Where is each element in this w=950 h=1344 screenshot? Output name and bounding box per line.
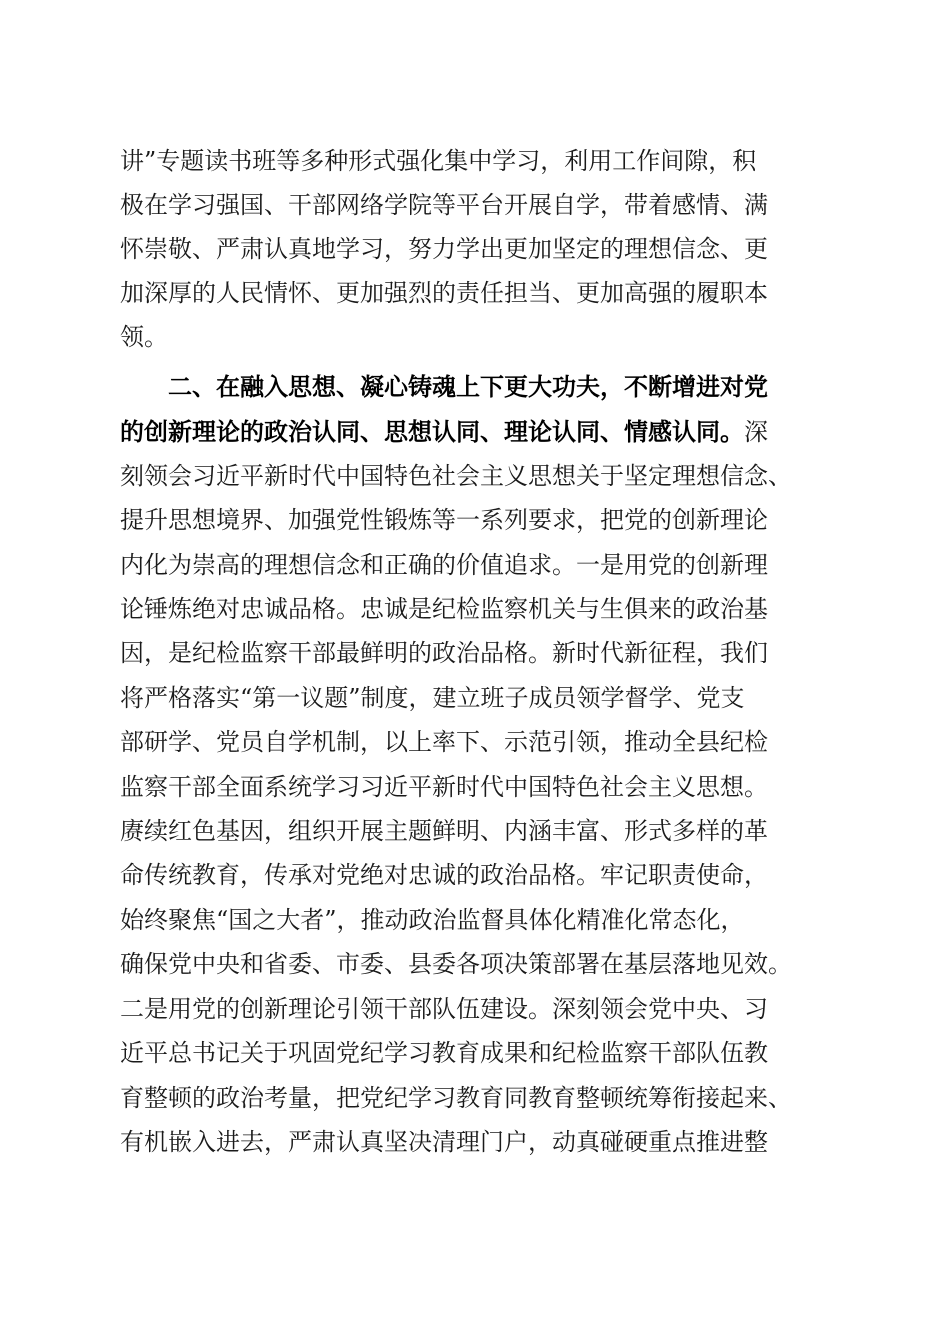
- paragraph-2-line-15: 二是用党的创新理论引领干部队伍建设。深刻领会党中央、习: [120, 995, 768, 1023]
- paragraph-2-line-4: 提升思想境界、加强党性锻炼等一系列要求，把党的创新理论: [120, 506, 768, 534]
- paragraph-2-line-10: 监察干部全面系统学习习近平新时代中国特色社会主义思想。: [120, 773, 768, 801]
- paragraph-2-line-11: 赓续红色基因，组织开展主题鲜明、内涵丰富、形式多样的革: [120, 817, 768, 845]
- paragraph-2-line-5: 内化为崇高的理想信念和正确的价值追求。一是用党的创新理: [120, 551, 768, 579]
- paragraph-1-line-3: 怀崇敬、严肃认真地学习，努力学出更加坚定的理想信念、更: [120, 235, 768, 263]
- paragraph-2-line-6: 论锤炼绝对忠诚品格。忠诚是纪检监察机关与生俱来的政治基: [120, 595, 768, 623]
- paragraph-1-line-1: 讲”专题读书班等多种形式强化集中学习，利用工作间隙，积: [120, 147, 757, 175]
- paragraph-1-line-2: 极在学习强国、干部网络学院等平台开展自学，带着感情、满: [120, 191, 768, 219]
- paragraph-2-line-13: 始终聚焦“国之大者”，推动政治监督具体化精准化常态化，: [120, 906, 745, 934]
- paragraph-2-line-16: 近平总书记关于巩固党纪学习教育成果和纪检监察干部队伍教: [120, 1039, 768, 1067]
- section-heading-line-2-text: 的创新理论的政治认同、思想认同、理论认同、情感认同。: [120, 418, 744, 446]
- paragraph-2-line-9: 部研学、党员自学机制，以上率下、示范引领，推动全县纪检: [120, 728, 768, 756]
- paragraph-2-line-7: 因，是纪检监察干部最鲜明的政治品格。新时代新征程，我们: [120, 639, 768, 667]
- paragraph-2-line-18: 有机嵌入进去，严肃认真坚决清理门户，动真碰硬重点推进整: [120, 1128, 768, 1156]
- paragraph-2-line-2-tail: 深: [744, 418, 768, 446]
- paragraph-2-line-3: 刻领会习近平新时代中国特色社会主义思想关于坚定理想信念、: [120, 462, 792, 490]
- paragraph-2-line-14: 确保党中央和省委、市委、县委各项决策部署在基层落地见效。: [120, 950, 792, 978]
- section-heading-line-2: [120, 410, 830, 454]
- paragraph-2-line-8: 将严格落实“第一议题”制度，建立班子成员领学督学、党支: [120, 684, 745, 712]
- section-heading-line-1: 二、在融入思想、凝心铸魂上下更大功夫，不断增进对党: [168, 373, 768, 401]
- paragraph-1-line-5: 领。: [120, 323, 168, 351]
- paragraph-2-line-12: 命传统教育，传承对党绝对忠诚的政治品格。牢记职责使命，: [120, 861, 768, 889]
- paragraph-2-line-17: 育整顿的政治考量，把党纪学习教育同教育整顿统筹衔接起来、: [120, 1084, 792, 1112]
- paragraph-1-line-4: 加深厚的人民情怀、更加强烈的责任担当、更加高强的履职本: [120, 279, 768, 307]
